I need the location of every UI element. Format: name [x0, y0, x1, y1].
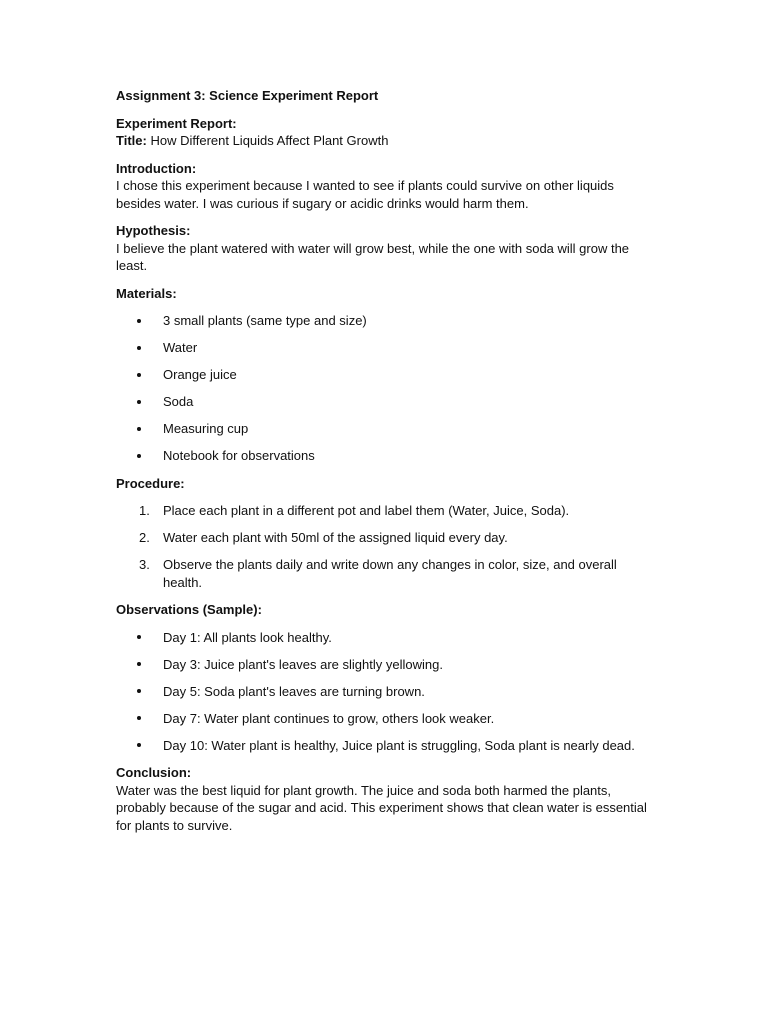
bullet-icon — [137, 629, 147, 647]
bullet-icon — [137, 393, 147, 411]
step-number: 3. — [139, 557, 150, 572]
observation-item: Day 1: All plants look healthy. — [163, 629, 332, 645]
document-page — [116, 87, 656, 844]
list-item — [116, 710, 656, 728]
conclusion-heading: Conclusion: — [116, 765, 192, 780]
step-number: 2. — [139, 530, 150, 545]
list-item — [116, 656, 656, 674]
list-item — [116, 737, 656, 755]
list-item — [116, 502, 656, 520]
bullet-icon — [137, 339, 147, 357]
materials-section — [116, 285, 656, 465]
observation-item: Day 10: Water plant is healthy, Juice plant is struggling, Soda plant is nearly dead. — [163, 737, 635, 753]
hypothesis-text: I believe the plant watered with water will grow best, while the one with soda will grow the least. — [116, 240, 630, 273]
material-item: Soda — [163, 394, 194, 409]
bullet-icon — [137, 656, 147, 674]
list-item — [116, 393, 656, 411]
observations-heading: Observations (Sample): — [116, 602, 262, 617]
procedure-list — [116, 502, 656, 591]
report-heading: Experiment Report: — [116, 115, 237, 131]
title-label: Title: — [116, 133, 147, 148]
material-item: Measuring cup — [163, 421, 249, 436]
materials-list — [116, 312, 656, 465]
list-item — [116, 629, 656, 647]
step-number: 1. — [139, 503, 150, 518]
bullet-icon — [137, 683, 147, 701]
list-item — [116, 556, 656, 591]
conclusion-section — [116, 764, 656, 834]
material-item: Water — [163, 340, 198, 355]
bullet-icon — [137, 710, 147, 728]
list-item — [116, 529, 656, 547]
materials-heading: Materials: — [116, 285, 177, 301]
hypothesis-section — [116, 222, 656, 275]
observation-item: Day 7: Water plant continues to grow, others look weaker. — [163, 710, 495, 726]
observations-list — [116, 629, 656, 755]
bullet-icon — [137, 420, 147, 438]
observation-item: Day 5: Soda plant's leaves are turning brown. — [163, 683, 425, 699]
hypothesis-heading: Hypothesis: — [116, 223, 191, 238]
observations-section — [116, 601, 656, 754]
list-item — [116, 683, 656, 701]
bullet-icon — [137, 447, 147, 465]
title-value: How Different Liquids Affect Plant Growth — [150, 133, 389, 148]
conclusion-text: Water was the best liquid for plant growth. The juice and soda both harmed the plants, probably because of the sugar and acid. This experiment shows that clean water is essential for plants to survive. — [116, 782, 647, 833]
bullet-icon — [137, 366, 147, 384]
report-header — [116, 115, 656, 150]
procedure-heading: Procedure: — [116, 475, 185, 491]
list-item — [116, 420, 656, 438]
step-text: Observe the plants daily and write down any changes in color, size, and overall health. — [163, 557, 617, 590]
step-text: Water each plant with 50ml of the assigned liquid every day. — [163, 530, 508, 545]
introduction-heading: Introduction: — [116, 160, 197, 176]
observation-item: Day 3: Juice plant's leaves are slightly yellowing. — [163, 656, 443, 672]
list-item — [116, 312, 656, 330]
material-item: 3 small plants (same type and size) — [163, 313, 367, 328]
material-item: Notebook for observations — [163, 448, 315, 463]
list-item — [116, 339, 656, 357]
introduction-section — [116, 160, 656, 213]
procedure-section — [116, 475, 656, 592]
report-title-line — [116, 132, 656, 150]
bullet-icon — [137, 312, 147, 330]
document-title: Assignment 3: Science Experiment Report — [116, 88, 379, 103]
step-text: Place each plant in a different pot and label them (Water, Juice, Soda). — [163, 503, 570, 518]
introduction-text: I chose this experiment because I wanted to see if plants could survive on other liquids besides water. I was curious if sugary or acidic drinks would harm them. — [116, 178, 614, 211]
material-item: Orange juice — [163, 367, 237, 382]
list-item — [116, 366, 656, 384]
bullet-icon — [137, 737, 147, 755]
list-item — [116, 447, 656, 465]
